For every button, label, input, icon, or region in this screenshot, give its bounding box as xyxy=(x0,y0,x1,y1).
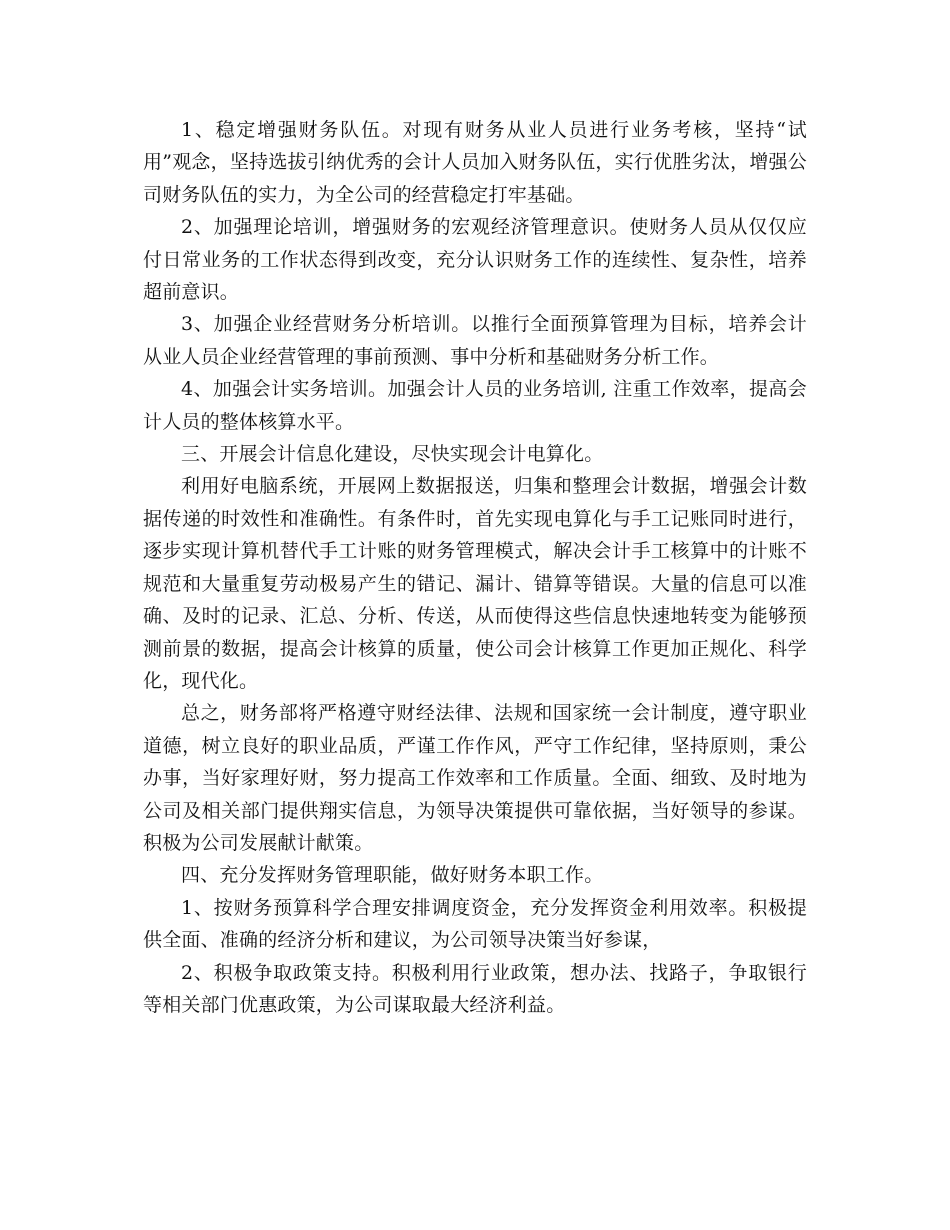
paragraph-computerization: 利用好电脑系统，开展网上数据报送，归集和整理会计数据，增强会计数据传递的时效性和准确性。有条件时，首先实现电算化与手工记账同时进行，逐步实现计算机替代手工计账的财务管理模式，解决会计手工核算中的计账不规范和大量重复劳动极易产生的错记、漏计、错算等错误。大量的信息可以准确、及时的记录、汇总、分析、传送，从而使得这些信息快速地转变为能够预测前景的数据，提高会计核算的质量，使公司会计核算工作更加正规化、科学化，现代化。 xyxy=(143,475,807,692)
paragraph-summary: 总之，财务部将严格遵守财经法律、法规和国家统一会计制度，遵守职业道德，树立良好的职业品质，严谨工作作风，严守工作纪律，坚持原则，秉公办事，当好家理好财，努力提高工作效率和工作质量。全面、细致、及时地为公司及相关部门提供翔实信息，为领导决策提供可靠依据，当好领导的参谋。积极为公司发展献计献策。 xyxy=(143,702,807,854)
paragraph-budget-funds: 1、按财务预算科学合理安排调度资金，充分发挥资金利用效率。积极提供全面、准确的经济分析和建议，为公司领导决策当好参谋， xyxy=(143,896,807,952)
section-heading-management-functions: 四、充分发挥财务管理职能，做好财务本职工作。 xyxy=(181,864,604,887)
section-heading-informatization: 三、开展会计信息化建设，尽快实现会计电算化。 xyxy=(181,443,604,466)
paragraph-staff-stability: 1、稳定增强财务队伍。对现有财务从业人员进行业务考核，坚持“试用”观念，坚持选拔引纳优秀的会计人员加入财务队伍，实行优胜劣汰，增强公司财务队伍的实力，为全公司的经营稳定打牢基础。 xyxy=(143,119,807,206)
paragraph-policy-support: 2、积极争取政策支持。积极利用行业政策，想办法、找路子，争取银行等相关部门优惠政策，为公司谋取最大经济利益。 xyxy=(143,961,807,1016)
document-page xyxy=(143,114,807,1021)
paragraph-theory-training: 2、加强理论培训，增强财务的宏观经济管理意识。使财务人员从仅仅应付日常业务的工作状态得到改变，充分认识财务工作的连续性、复杂性，培养超前意识。 xyxy=(143,216,807,304)
paragraph-practice-training: 4、加强会计实务培训。加强会计人员的业务培训, 注重工作效率，提高会计人员的整体核算水平。 xyxy=(143,378,807,433)
paragraph-analysis-training: 3、加强企业经营财务分析培训。以推行全面预算管理为目标，培养会计从业人员企业经营管理的事前预测、事中分析和基础财务分析工作。 xyxy=(143,313,807,368)
